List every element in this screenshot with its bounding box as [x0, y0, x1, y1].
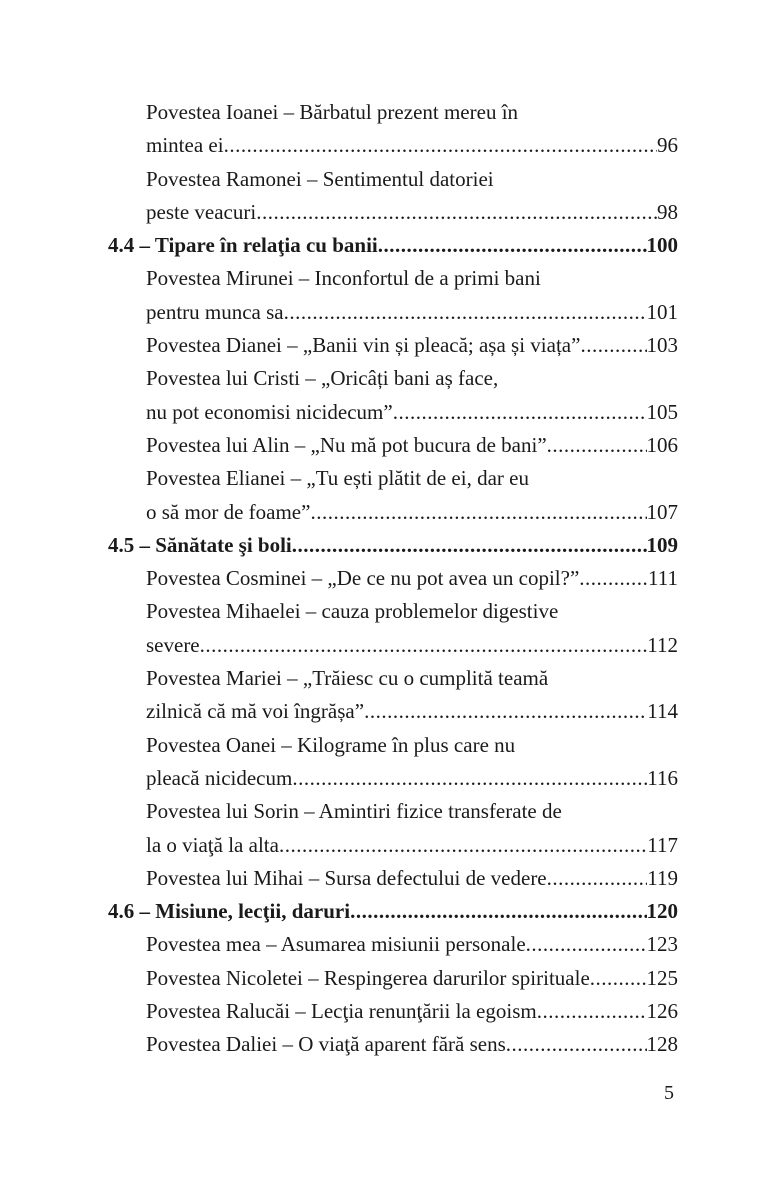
toc-section-title: 4.4 – Tipare în relaţia cu banii	[108, 233, 378, 258]
toc-entry-title: o să mor de foame”	[146, 499, 311, 524]
toc-entry-text: Povestea Elianei – „Tu ești plătit de ei, dar eu	[146, 466, 529, 491]
toc-entry-page: 119	[647, 865, 678, 890]
toc-entry-last-line	[146, 862, 678, 895]
toc-entry-page: 117	[647, 832, 678, 857]
dot-leader	[378, 229, 647, 262]
toc-entry-page: 126	[646, 999, 678, 1024]
toc-entry-last-line	[146, 429, 678, 462]
toc-entry	[108, 729, 678, 796]
toc-entry-last-line	[146, 928, 678, 961]
dot-leader	[526, 928, 647, 961]
toc-entry-title: mintea ei	[146, 133, 224, 158]
toc-section-title: 4.5 – Sănătate şi boli	[108, 532, 292, 557]
toc-entry-last-line	[146, 695, 678, 728]
toc-entry-page: 101	[646, 299, 678, 324]
toc-entry	[108, 962, 678, 995]
toc-entry	[108, 795, 678, 862]
toc-entry-last-line	[146, 396, 678, 429]
toc-entry-text: Povestea Mihaelei – cauza problemelor digestive	[146, 599, 559, 624]
dot-leader	[537, 995, 647, 1028]
dot-leader	[200, 629, 648, 662]
toc-entry-text: Povestea lui Sorin – Amintiri fizice transferate de	[146, 799, 562, 824]
toc-entry-title: pentru munca sa	[146, 299, 284, 324]
toc-entry-page: 112	[647, 632, 678, 657]
dot-leader	[590, 962, 647, 995]
dot-leader	[284, 296, 647, 329]
toc-entry-page: 105	[646, 399, 678, 424]
toc-entry-title: peste veacuri	[146, 199, 257, 224]
toc-entry	[108, 462, 678, 529]
toc-entry-title: Povestea Daliei – O viaţă aparent fără sens	[146, 1032, 506, 1057]
toc-entry-last-line	[146, 296, 678, 329]
toc-entry	[108, 995, 678, 1028]
toc-entry-title: zilnică că mă voi îngrășa”	[146, 699, 365, 724]
toc-entry-page: 96	[657, 133, 678, 158]
dot-leader	[547, 862, 648, 895]
toc-entry-title: Povestea lui Mihai – Sursa defectului de vedere	[146, 865, 547, 890]
page-number: 5	[664, 1082, 674, 1104]
toc-entry	[108, 595, 678, 662]
toc-entry-last-line	[146, 995, 678, 1028]
dot-leader	[506, 1028, 647, 1061]
toc-entry-title: Povestea Dianei – „Banii vin și pleacă; așa și viața”	[146, 333, 581, 358]
toc-entry-last-line	[146, 762, 678, 795]
toc-entry-title: Povestea Nicoletei – Respingerea darurilor spirituale	[146, 965, 590, 990]
toc-section-page: 120	[646, 899, 678, 924]
dot-leader	[579, 562, 648, 595]
dot-leader	[310, 496, 646, 529]
toc-entry	[108, 163, 678, 230]
toc-entry-title: Povestea Ralucăi – Lecţia renunţării la egoism	[146, 999, 537, 1024]
toc-section	[108, 229, 678, 262]
toc-entry-last-line	[146, 562, 678, 595]
toc-entry-page: 107	[646, 499, 678, 524]
toc-entry-last-line	[146, 829, 678, 862]
toc-entry-title: Povestea lui Alin – „Nu mă pot bucura de bani”	[146, 432, 547, 457]
toc-section	[108, 895, 678, 928]
toc-entry-page: 116	[647, 765, 678, 790]
toc-entry-text: Povestea Ramonei – Sentimentul datoriei	[146, 166, 494, 191]
toc-section-page: 109	[646, 532, 678, 557]
toc-entry-title: severe	[146, 632, 200, 657]
toc-entry-page: 98	[657, 199, 678, 224]
toc-entry-page: 114	[647, 699, 678, 724]
toc-entry	[108, 96, 678, 163]
toc-entry	[108, 562, 678, 595]
dot-leader	[350, 895, 646, 928]
toc-entry-last-line	[108, 229, 678, 262]
toc-entry-page: 103	[646, 333, 678, 358]
toc-entry-title: Povestea mea – Asumarea misiunii personale	[146, 932, 526, 957]
dot-leader	[393, 396, 647, 429]
dot-leader	[224, 129, 657, 162]
toc-entry	[108, 362, 678, 429]
dot-leader	[292, 762, 647, 795]
toc-entry-last-line	[146, 496, 678, 529]
toc-entry-last-line	[146, 962, 678, 995]
toc-entry-last-line	[108, 529, 678, 562]
toc-entry	[108, 862, 678, 895]
toc-entry-title: Povestea Cosminei – „De ce nu pot avea un copil?”	[146, 566, 580, 591]
table-of-contents	[108, 96, 678, 1062]
toc-entry	[108, 262, 678, 329]
toc-section-page: 100	[646, 233, 678, 258]
toc-entry-page: 111	[648, 566, 678, 591]
toc-entry-page: 125	[646, 965, 678, 990]
toc-entry-text: Povestea Mariei – „Trăiesc cu o cumplită teamă	[146, 666, 549, 691]
toc-entry	[108, 662, 678, 729]
toc-entry-page: 106	[646, 432, 678, 457]
toc-entry	[108, 928, 678, 961]
toc-section-title: 4.6 – Misiune, lecţii, daruri	[108, 899, 351, 924]
toc-entry-text: Povestea Mirunei – Inconfortul de a primi bani	[146, 266, 541, 291]
toc-entry-text: Povestea Oanei – Kilograme în plus care nu	[146, 732, 516, 757]
toc-entry-last-line	[146, 629, 678, 662]
toc-entry-title: pleacă nicidecum	[146, 765, 293, 790]
toc-entry-page: 123	[646, 932, 678, 957]
dot-leader	[364, 695, 647, 728]
toc-entry-last-line	[146, 329, 678, 362]
toc-section	[108, 529, 678, 562]
toc-entry-text: Povestea Ioanei – Bărbatul prezent mereu în	[146, 100, 519, 124]
toc-entry-last-line	[146, 129, 678, 162]
toc-entry	[108, 429, 678, 462]
toc-entry-title: la o viaţă la alta	[146, 832, 279, 857]
dot-leader	[279, 829, 647, 862]
dot-leader	[256, 196, 657, 229]
toc-entry-page: 128	[646, 1032, 678, 1057]
toc-entry-last-line	[146, 196, 678, 229]
dot-leader	[580, 329, 646, 362]
toc-entry-title: nu pot economisi nicidecum”	[146, 399, 393, 424]
dot-leader	[292, 529, 647, 562]
toc-entry-last-line	[108, 895, 678, 928]
toc-entry	[108, 1028, 678, 1061]
toc-entry	[108, 329, 678, 362]
toc-entry-last-line	[146, 1028, 678, 1061]
dot-leader	[547, 429, 647, 462]
toc-entry-text: Povestea lui Cristi – „Oricâți bani aș face,	[146, 366, 499, 391]
